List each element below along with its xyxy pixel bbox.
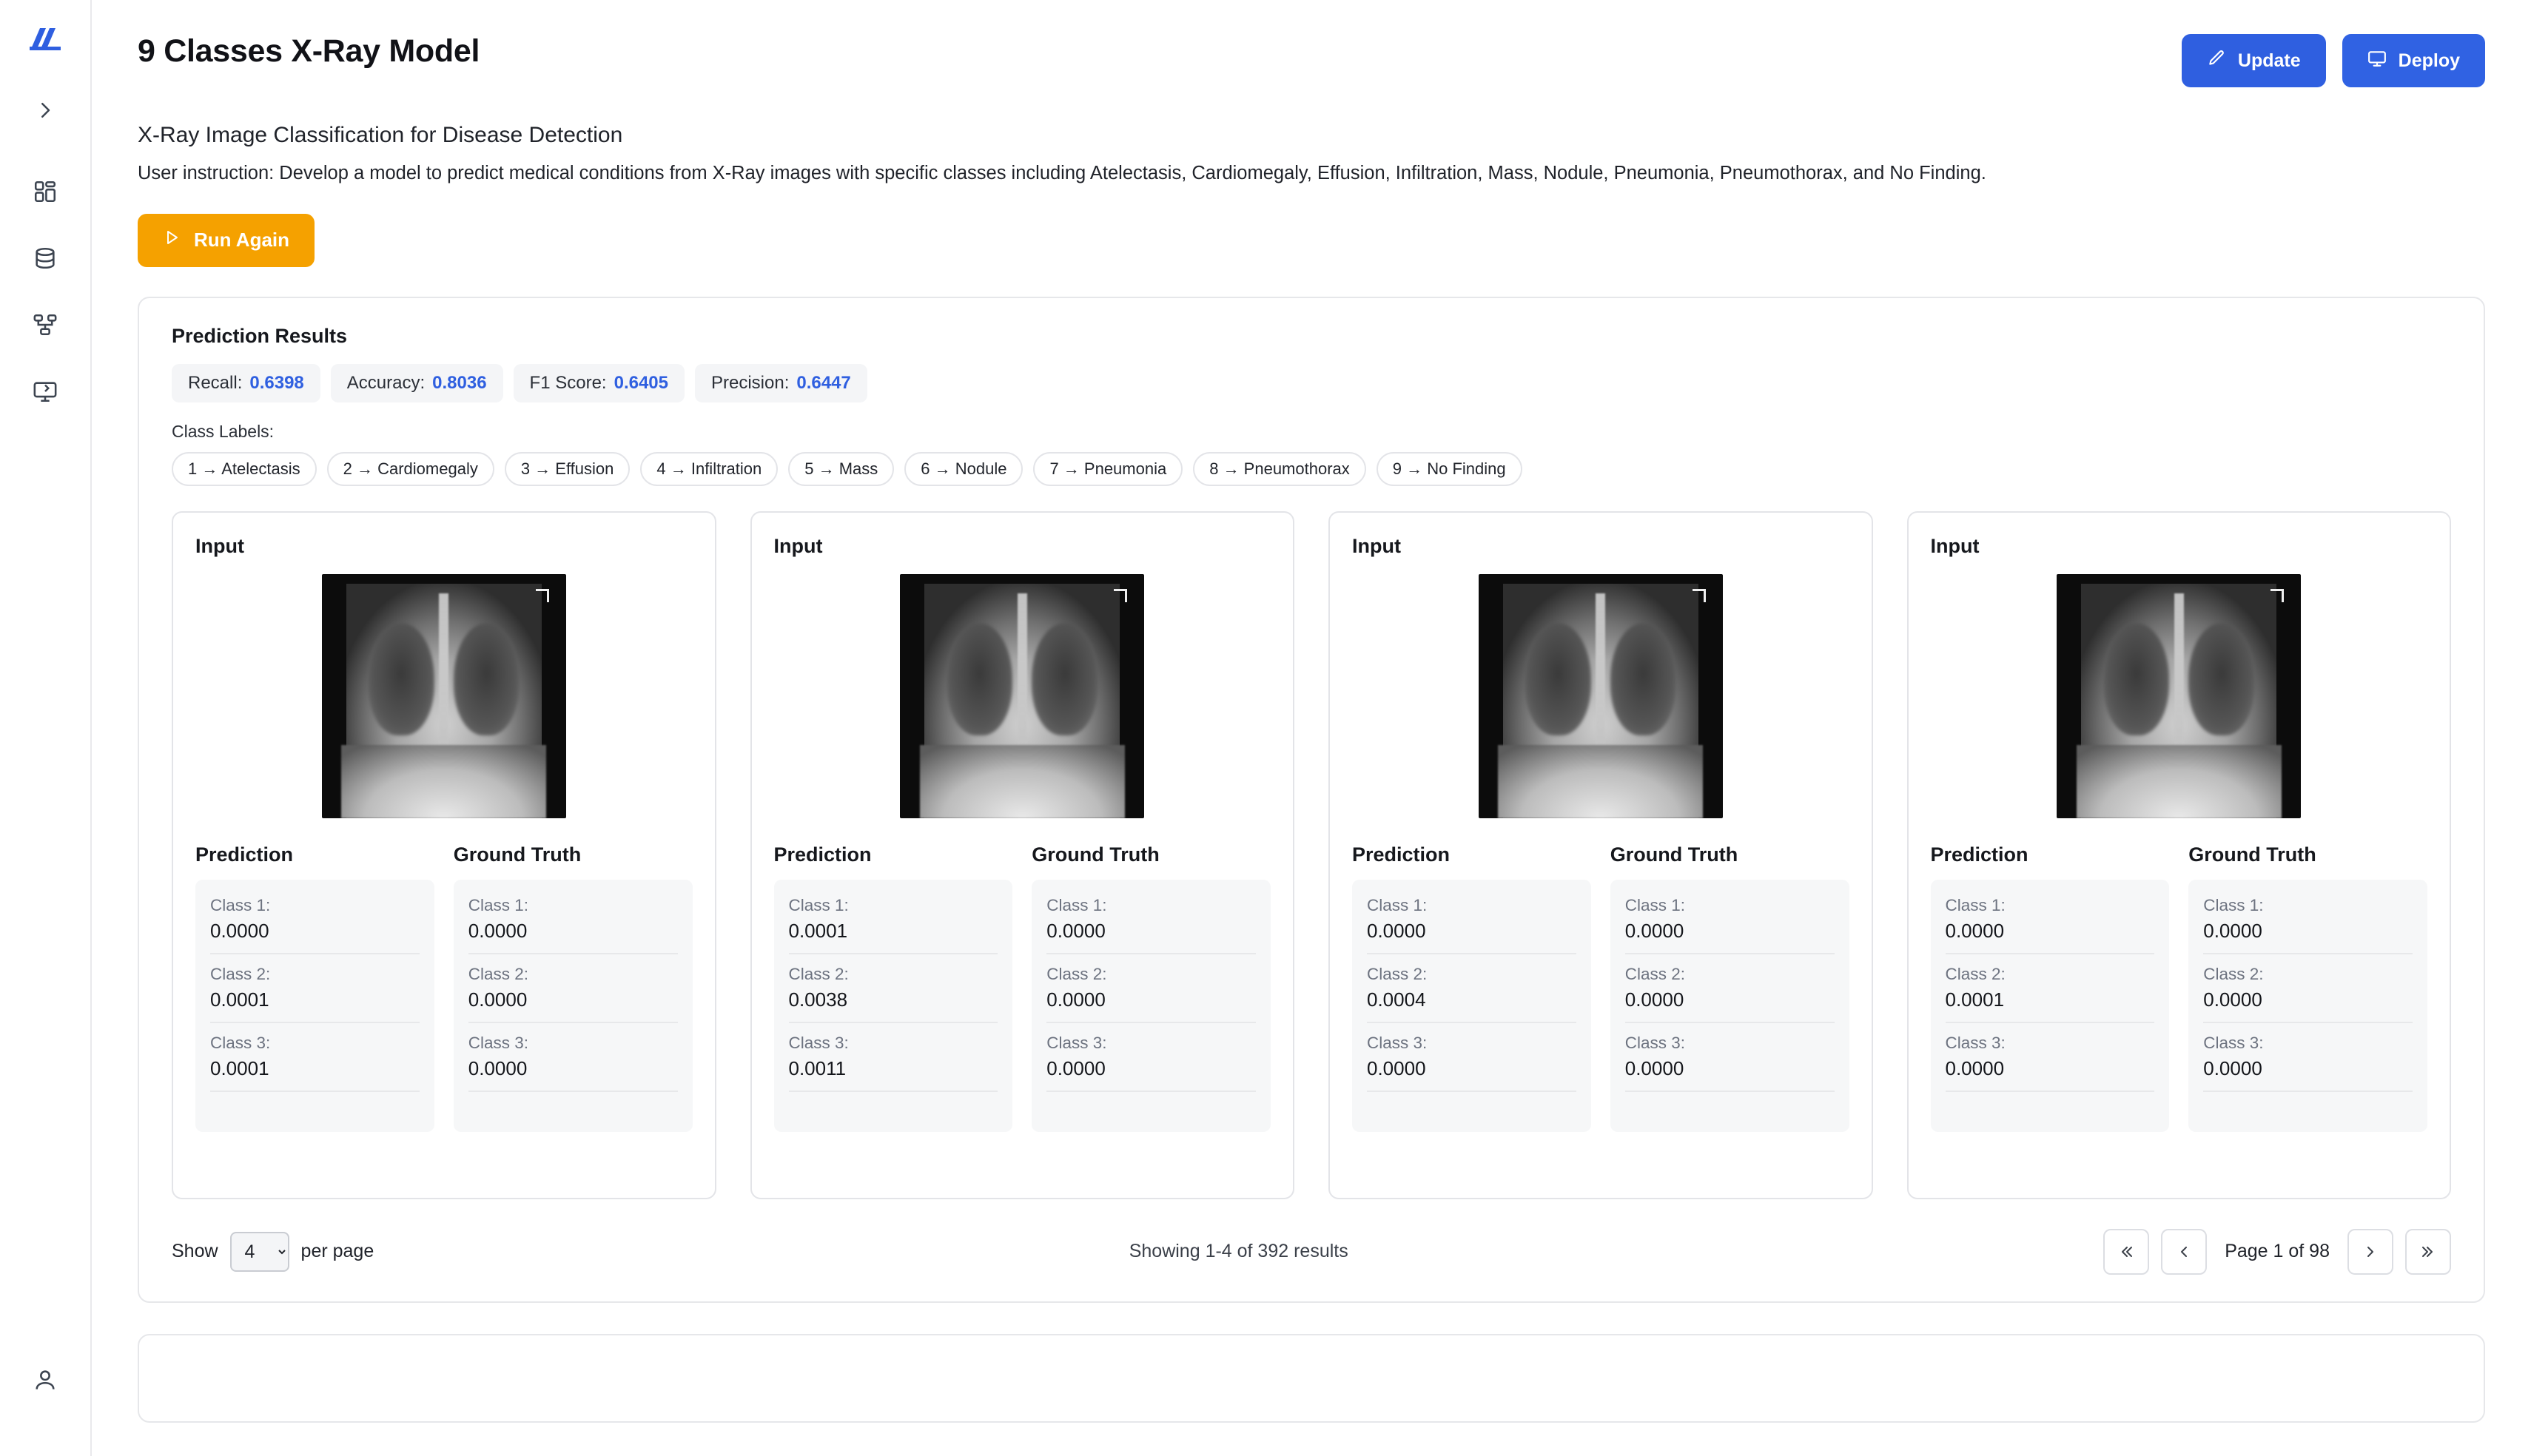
last-page-button[interactable] — [2405, 1229, 2451, 1275]
class-value: 0.0001 — [1945, 988, 2005, 1011]
prediction-cards — [172, 511, 2451, 1199]
class-name — [789, 1102, 998, 1122]
metric-recall — [172, 364, 320, 402]
header-actions — [2182, 34, 2485, 87]
run-again-label: Run Again — [194, 229, 290, 252]
class-value: 0.0011 — [788, 1056, 847, 1079]
class-value: 0.0038 — [788, 988, 848, 1011]
ground-truth-item — [2203, 954, 2413, 1023]
prediction-item — [789, 1092, 998, 1132]
per-page-label: per page — [300, 1241, 374, 1262]
prediction-item — [1946, 1023, 2155, 1092]
card-column-headers — [774, 843, 1271, 866]
card-column-headers — [1352, 843, 1849, 866]
class-value: 0.0000 — [468, 988, 528, 1011]
ground-truth-item — [468, 1092, 678, 1132]
class-name: Class 2: — [1945, 964, 2006, 983]
prediction-card — [1907, 511, 2452, 1199]
next-page-button[interactable] — [2347, 1229, 2393, 1275]
prediction-values — [1931, 880, 2170, 1132]
header-row — [138, 34, 2485, 87]
card-values — [1931, 880, 2428, 1132]
class-label-chip: 2 → Cardiomegaly — [327, 452, 494, 486]
ground-truth-values — [454, 880, 693, 1132]
page-indicator: Page 1 of 98 — [2225, 1241, 2330, 1262]
class-name: Class 1: — [1945, 895, 2006, 914]
class-value: 0.0000 — [468, 1056, 528, 1079]
class-name: Class 3: — [1367, 1033, 1428, 1052]
class-name — [1367, 1102, 1576, 1122]
deploy-button[interactable] — [2342, 34, 2485, 87]
class-name: Class 3: — [1624, 1033, 1686, 1052]
prediction-item — [210, 954, 420, 1023]
class-name: Class 2: — [2203, 964, 2264, 983]
class-name: Class 2: — [210, 964, 271, 983]
class-value: 0.0001 — [788, 919, 848, 942]
ground-truth-item — [1046, 1092, 1256, 1132]
class-value: 0.0000 — [1945, 919, 2005, 942]
class-name — [1625, 1102, 1835, 1122]
metric-precision-value: 0.6447 — [796, 372, 851, 393]
class-value: 0.0004 — [1367, 988, 1426, 1011]
ground-truth-item — [2203, 1023, 2413, 1092]
chest-xray-image — [322, 574, 566, 818]
next-section-card — [138, 1334, 2485, 1423]
first-page-button[interactable] — [2103, 1229, 2149, 1275]
class-name: Class 1: — [1624, 895, 1686, 914]
prediction-card — [172, 511, 716, 1199]
prediction-column-label: Prediction — [195, 843, 294, 866]
input-label: Input — [1352, 534, 1401, 557]
brand-logo-icon[interactable] — [26, 19, 64, 58]
class-name: Class 2: — [788, 964, 849, 983]
prediction-item — [1946, 1092, 2155, 1132]
prediction-item — [1367, 1023, 1576, 1092]
class-name — [468, 1102, 678, 1122]
class-label-chip: 3 → Effusion — [505, 452, 631, 486]
class-labels-title: Class Labels: — [172, 421, 275, 441]
metric-accuracy — [331, 364, 503, 402]
metric-f1-label: F1 Score: — [529, 372, 607, 393]
monitor-upload-icon — [2367, 49, 2387, 73]
expand-sidebar-icon[interactable] — [22, 87, 68, 133]
ground-truth-column-label: Ground Truth — [1610, 843, 1738, 866]
metric-recall-label: Recall: — [188, 372, 243, 393]
input-image-wrap — [195, 574, 693, 818]
class-name: Class 2: — [1624, 964, 1686, 983]
prediction-item — [210, 886, 420, 954]
class-name: Class 3: — [1945, 1033, 2006, 1052]
prediction-item — [1367, 886, 1576, 954]
prediction-values — [195, 880, 434, 1132]
ground-truth-item — [1625, 954, 1835, 1023]
class-label-chip: 4 → Infiltration — [640, 452, 778, 486]
class-label-chip: 9 → No Finding — [1377, 452, 1522, 486]
class-name: Class 1: — [2203, 895, 2264, 914]
deploy-button-label: Deploy — [2398, 50, 2460, 71]
metric-accuracy-value: 0.8036 — [432, 372, 487, 393]
ground-truth-item — [1046, 1023, 1256, 1092]
page-title: 9 Classes X-Ray Model — [138, 33, 480, 69]
prediction-item — [789, 886, 998, 954]
input-label: Input — [1930, 534, 1980, 557]
class-name — [1046, 1102, 1256, 1122]
ground-truth-column-label: Ground Truth — [2188, 843, 2316, 866]
ground-truth-item — [2203, 1092, 2413, 1132]
prediction-item — [1367, 954, 1576, 1023]
results-count: Showing 1-4 of 392 results — [1129, 1241, 1348, 1262]
update-button[interactable] — [2182, 34, 2326, 87]
user-account-icon[interactable] — [22, 1357, 68, 1403]
class-name: Class 3: — [788, 1033, 849, 1052]
show-label: Show — [172, 1241, 218, 1262]
card-column-headers — [195, 843, 693, 866]
prediction-values — [1352, 880, 1591, 1132]
class-name — [1946, 1102, 2155, 1122]
metric-f1-value: 0.6405 — [614, 372, 668, 393]
metric-accuracy-label: Accuracy: — [346, 372, 426, 393]
class-label-chip: 6 → Nodule — [904, 452, 1023, 486]
ground-truth-item — [1046, 886, 1256, 954]
chest-xray-image — [900, 574, 1144, 818]
pencil-icon — [2207, 49, 2226, 73]
prediction-item — [210, 1023, 420, 1092]
metric-f1 — [514, 364, 685, 402]
class-label-chip: 5 → Mass — [788, 452, 894, 486]
class-value: 0.0000 — [210, 919, 269, 942]
class-label-chip: 7 → Pneumonia — [1033, 452, 1183, 486]
monitor-icon[interactable] — [22, 368, 68, 414]
pagination — [172, 1229, 2451, 1275]
class-value: 0.0000 — [2203, 988, 2262, 1011]
class-name: Class 1: — [210, 895, 271, 914]
user-instruction: User instruction: Develop a model to predict medical conditions from X-Ray images with specific classes including Atelectasis, Cardiomegaly, Effusion, Infiltration, Mass, Nodule, Pneumonia, Pneumothorax, and No Finding. — [138, 163, 1986, 183]
model-subtitle: X-Ray Image Classification for Disease Detection — [138, 123, 623, 147]
prediction-column-label: Prediction — [1930, 843, 2029, 866]
class-label-chip: 1 → Atelectasis — [172, 452, 317, 486]
play-icon — [163, 229, 181, 252]
class-value: 0.0001 — [210, 1056, 269, 1079]
class-value: 0.0000 — [1945, 1056, 2005, 1079]
class-name — [2203, 1102, 2413, 1122]
class-value: 0.0000 — [1046, 988, 1106, 1011]
prediction-card — [1328, 511, 1873, 1199]
input-label: Input — [195, 534, 244, 557]
class-name: Class 1: — [468, 895, 529, 914]
class-name: Class 1: — [788, 895, 849, 914]
input-label: Input — [773, 534, 823, 557]
class-value: 0.0000 — [1624, 919, 1684, 942]
prediction-results-card — [138, 297, 2485, 1303]
class-name: Class 1: — [1046, 895, 1107, 914]
prediction-item — [789, 1023, 998, 1092]
prediction-card — [750, 511, 1295, 1199]
input-image-wrap — [1931, 574, 2428, 818]
class-name: Class 2: — [1046, 964, 1107, 983]
card-values — [774, 880, 1271, 1132]
ground-truth-item — [1625, 886, 1835, 954]
metric-recall-value: 0.6398 — [249, 372, 304, 393]
ground-truth-item — [2203, 886, 2413, 954]
prev-page-button[interactable] — [2161, 1229, 2207, 1275]
class-value: 0.0000 — [1624, 1056, 1684, 1079]
database-icon[interactable] — [22, 235, 68, 281]
card-values — [195, 880, 693, 1132]
metric-precision — [695, 364, 867, 402]
class-value: 0.0000 — [1367, 1056, 1426, 1079]
ground-truth-values — [1032, 880, 1271, 1132]
ground-truth-item — [468, 1023, 678, 1092]
prediction-column-label: Prediction — [773, 843, 872, 866]
workflow-icon[interactable] — [22, 302, 68, 348]
class-value: 0.0000 — [2203, 919, 2262, 942]
prediction-results-title: Prediction Results — [172, 324, 348, 347]
card-values — [1352, 880, 1849, 1132]
class-value: 0.0000 — [1046, 1056, 1106, 1079]
prediction-item — [1946, 886, 2155, 954]
class-value: 0.0000 — [468, 919, 528, 942]
prediction-item — [210, 1092, 420, 1132]
prediction-column-label: Prediction — [1352, 843, 1451, 866]
prediction-item — [789, 954, 998, 1023]
ground-truth-item — [468, 954, 678, 1023]
ground-truth-column-label: Ground Truth — [1032, 843, 1160, 866]
ground-truth-item — [1625, 1023, 1835, 1092]
metric-precision-label: Precision: — [711, 372, 790, 393]
ground-truth-values — [2188, 880, 2427, 1132]
class-value: 0.0000 — [1046, 919, 1106, 942]
chest-xray-image — [2057, 574, 2301, 818]
class-name: Class 3: — [1046, 1033, 1107, 1052]
class-name: Class 3: — [468, 1033, 529, 1052]
class-name: Class 1: — [1367, 895, 1428, 914]
class-labels-list — [172, 452, 2451, 486]
sidebar-footer — [0, 1357, 90, 1423]
sidebar — [0, 0, 92, 1456]
update-button-label: Update — [2237, 50, 2301, 71]
main-content — [92, 0, 2531, 1456]
prediction-item — [1367, 1092, 1576, 1132]
class-name: Class 2: — [1367, 964, 1428, 983]
ground-truth-values — [1610, 880, 1849, 1132]
class-value: 0.0000 — [1367, 919, 1426, 942]
page-size-select[interactable] — [230, 1232, 289, 1272]
ground-truth-item — [468, 886, 678, 954]
class-name: Class 3: — [2203, 1033, 2264, 1052]
ground-truth-item — [1046, 954, 1256, 1023]
ground-truth-item — [1625, 1092, 1835, 1132]
class-value: 0.0000 — [1624, 988, 1684, 1011]
class-name: Class 3: — [210, 1033, 271, 1052]
class-name — [210, 1102, 420, 1122]
input-image-wrap — [1352, 574, 1849, 818]
ground-truth-column-label: Ground Truth — [453, 843, 582, 866]
chest-xray-image — [1479, 574, 1723, 818]
class-value: 0.0001 — [210, 988, 269, 1011]
page-size-control — [172, 1232, 374, 1272]
class-label-chip: 8 → Pneumothorax — [1193, 452, 1366, 486]
metrics-row — [172, 364, 2451, 402]
input-image-wrap — [774, 574, 1271, 818]
run-again-button[interactable] — [138, 214, 315, 267]
page-nav — [2103, 1229, 2451, 1275]
class-value: 0.0000 — [2203, 1056, 2262, 1079]
card-column-headers — [1931, 843, 2428, 866]
dashboard-icon[interactable] — [22, 169, 68, 215]
prediction-item — [1946, 954, 2155, 1023]
prediction-values — [774, 880, 1013, 1132]
class-name: Class 2: — [468, 964, 529, 983]
